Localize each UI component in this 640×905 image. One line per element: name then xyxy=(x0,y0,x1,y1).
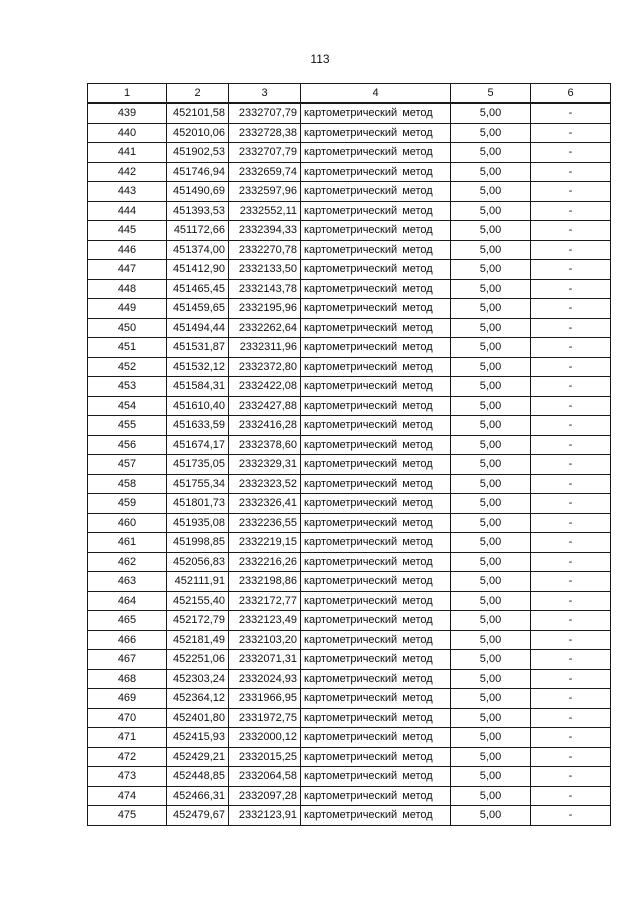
y-coordinate-cell: 2331966,95 xyxy=(229,689,301,709)
table-row xyxy=(88,572,611,592)
point-number-cell: 471 xyxy=(88,728,167,748)
point-number-cell: 456 xyxy=(88,435,167,455)
coordinates-table xyxy=(87,83,611,826)
note-cell: - xyxy=(531,221,611,241)
table-row xyxy=(88,240,611,260)
method-cell: картометрический метод xyxy=(301,474,451,494)
point-number-cell: 448 xyxy=(88,279,167,299)
page-number: 113 xyxy=(310,52,330,66)
y-coordinate-cell: 2332394,33 xyxy=(229,221,301,241)
accuracy-cell: 5,00 xyxy=(451,494,531,514)
accuracy-cell: 5,00 xyxy=(451,260,531,280)
x-coordinate-cell: 452101,58 xyxy=(167,103,229,123)
accuracy-cell: 5,00 xyxy=(451,455,531,475)
table-row xyxy=(88,299,611,319)
method-cell: картометрический метод xyxy=(301,435,451,455)
column-header-5: 5 xyxy=(451,84,531,104)
table-row xyxy=(88,513,611,533)
method-cell: картометрический метод xyxy=(301,221,451,241)
point-number-cell: 439 xyxy=(88,103,167,123)
x-coordinate-cell: 452466,31 xyxy=(167,786,229,806)
table-row xyxy=(88,103,611,123)
point-number-cell: 470 xyxy=(88,708,167,728)
method-cell: картометрический метод xyxy=(301,533,451,553)
point-number-cell: 442 xyxy=(88,162,167,182)
x-coordinate-cell: 452415,93 xyxy=(167,728,229,748)
table-row xyxy=(88,338,611,358)
accuracy-cell: 5,00 xyxy=(451,182,531,202)
method-cell: картометрический метод xyxy=(301,299,451,319)
point-number-cell: 469 xyxy=(88,689,167,709)
x-coordinate-cell: 452448,85 xyxy=(167,767,229,787)
note-cell: - xyxy=(531,435,611,455)
method-cell: картометрический метод xyxy=(301,338,451,358)
x-coordinate-cell: 452479,67 xyxy=(167,806,229,826)
x-coordinate-cell: 451801,73 xyxy=(167,494,229,514)
table-row xyxy=(88,182,611,202)
table-row xyxy=(88,474,611,494)
y-coordinate-cell: 2332597,96 xyxy=(229,182,301,202)
point-number-cell: 458 xyxy=(88,474,167,494)
table-body xyxy=(88,103,611,825)
table-row xyxy=(88,201,611,221)
x-coordinate-cell: 452364,12 xyxy=(167,689,229,709)
point-number-cell: 473 xyxy=(88,767,167,787)
y-coordinate-cell: 2332071,31 xyxy=(229,650,301,670)
point-number-cell: 449 xyxy=(88,299,167,319)
method-cell: картометрический метод xyxy=(301,494,451,514)
y-coordinate-cell: 2332172,77 xyxy=(229,591,301,611)
accuracy-cell: 5,00 xyxy=(451,728,531,748)
note-cell: - xyxy=(531,377,611,397)
table-row xyxy=(88,708,611,728)
note-cell: - xyxy=(531,182,611,202)
y-coordinate-cell: 2332707,79 xyxy=(229,143,301,163)
y-coordinate-cell: 2332064,58 xyxy=(229,767,301,787)
note-cell: - xyxy=(531,689,611,709)
table-row xyxy=(88,611,611,631)
x-coordinate-cell: 451633,59 xyxy=(167,416,229,436)
column-header-2: 2 xyxy=(167,84,229,104)
method-cell: картометрический метод xyxy=(301,162,451,182)
point-number-cell: 467 xyxy=(88,650,167,670)
x-coordinate-cell: 452303,24 xyxy=(167,669,229,689)
accuracy-cell: 5,00 xyxy=(451,689,531,709)
y-coordinate-cell: 2332552,11 xyxy=(229,201,301,221)
accuracy-cell: 5,00 xyxy=(451,299,531,319)
table-row xyxy=(88,221,611,241)
x-coordinate-cell: 451465,45 xyxy=(167,279,229,299)
point-number-cell: 452 xyxy=(88,357,167,377)
x-coordinate-cell: 451459,65 xyxy=(167,299,229,319)
method-cell: картометрический метод xyxy=(301,318,451,338)
method-cell: картометрический метод xyxy=(301,143,451,163)
accuracy-cell: 5,00 xyxy=(451,357,531,377)
method-cell: картометрический метод xyxy=(301,611,451,631)
table-header-row xyxy=(88,84,611,104)
accuracy-cell: 5,00 xyxy=(451,221,531,241)
method-cell: картометрический метод xyxy=(301,240,451,260)
y-coordinate-cell: 2332422,08 xyxy=(229,377,301,397)
accuracy-cell: 5,00 xyxy=(451,103,531,123)
y-coordinate-cell: 2332000,12 xyxy=(229,728,301,748)
accuracy-cell: 5,00 xyxy=(451,533,531,553)
y-coordinate-cell: 2332103,20 xyxy=(229,630,301,650)
note-cell: - xyxy=(531,143,611,163)
note-cell: - xyxy=(531,786,611,806)
point-number-cell: 472 xyxy=(88,747,167,767)
note-cell: - xyxy=(531,201,611,221)
method-cell: картометрический метод xyxy=(301,650,451,670)
note-cell: - xyxy=(531,650,611,670)
point-number-cell: 450 xyxy=(88,318,167,338)
accuracy-cell: 5,00 xyxy=(451,279,531,299)
note-cell: - xyxy=(531,747,611,767)
column-header-3: 3 xyxy=(229,84,301,104)
method-cell: картометрический метод xyxy=(301,513,451,533)
table-row xyxy=(88,396,611,416)
table-row xyxy=(88,689,611,709)
point-number-cell: 462 xyxy=(88,552,167,572)
y-coordinate-cell: 2332416,28 xyxy=(229,416,301,436)
y-coordinate-cell: 2332659,74 xyxy=(229,162,301,182)
table-row xyxy=(88,162,611,182)
point-number-cell: 459 xyxy=(88,494,167,514)
method-cell: картометрический метод xyxy=(301,182,451,202)
table-row xyxy=(88,591,611,611)
method-cell: картометрический метод xyxy=(301,357,451,377)
x-coordinate-cell: 451998,85 xyxy=(167,533,229,553)
point-number-cell: 446 xyxy=(88,240,167,260)
method-cell: картометрический метод xyxy=(301,806,451,826)
note-cell: - xyxy=(531,162,611,182)
method-cell: картометрический метод xyxy=(301,416,451,436)
y-coordinate-cell: 2332024,93 xyxy=(229,669,301,689)
table-row xyxy=(88,669,611,689)
y-coordinate-cell: 2332123,49 xyxy=(229,611,301,631)
table-row xyxy=(88,533,611,553)
y-coordinate-cell: 2332195,96 xyxy=(229,299,301,319)
point-number-cell: 463 xyxy=(88,572,167,592)
point-number-cell: 455 xyxy=(88,416,167,436)
point-number-cell: 460 xyxy=(88,513,167,533)
point-number-cell: 466 xyxy=(88,630,167,650)
y-coordinate-cell: 2332015,25 xyxy=(229,747,301,767)
accuracy-cell: 5,00 xyxy=(451,338,531,358)
point-number-cell: 445 xyxy=(88,221,167,241)
table-row xyxy=(88,357,611,377)
x-coordinate-cell: 451494,44 xyxy=(167,318,229,338)
method-cell: картометрический метод xyxy=(301,728,451,748)
accuracy-cell: 5,00 xyxy=(451,143,531,163)
note-cell: - xyxy=(531,357,611,377)
note-cell: - xyxy=(531,669,611,689)
note-cell: - xyxy=(531,338,611,358)
point-number-cell: 451 xyxy=(88,338,167,358)
point-number-cell: 465 xyxy=(88,611,167,631)
column-header-4: 4 xyxy=(301,84,451,104)
accuracy-cell: 5,00 xyxy=(451,747,531,767)
note-cell: - xyxy=(531,318,611,338)
accuracy-cell: 5,00 xyxy=(451,396,531,416)
table-row xyxy=(88,279,611,299)
method-cell: картометрический метод xyxy=(301,103,451,123)
x-coordinate-cell: 451902,53 xyxy=(167,143,229,163)
x-coordinate-cell: 451532,12 xyxy=(167,357,229,377)
method-cell: картометрический метод xyxy=(301,572,451,592)
method-cell: картометрический метод xyxy=(301,377,451,397)
table-row xyxy=(88,650,611,670)
table-row xyxy=(88,630,611,650)
y-coordinate-cell: 2332270,78 xyxy=(229,240,301,260)
note-cell: - xyxy=(531,728,611,748)
x-coordinate-cell: 451610,40 xyxy=(167,396,229,416)
note-cell: - xyxy=(531,416,611,436)
table-row xyxy=(88,728,611,748)
note-cell: - xyxy=(531,455,611,475)
y-coordinate-cell: 2332427,88 xyxy=(229,396,301,416)
y-coordinate-cell: 2332133,50 xyxy=(229,260,301,280)
method-cell: картометрический метод xyxy=(301,396,451,416)
note-cell: - xyxy=(531,572,611,592)
table-row xyxy=(88,143,611,163)
point-number-cell: 457 xyxy=(88,455,167,475)
table-row xyxy=(88,455,611,475)
y-coordinate-cell: 2332323,52 xyxy=(229,474,301,494)
y-coordinate-cell: 2332198,86 xyxy=(229,572,301,592)
x-coordinate-cell: 452111,91 xyxy=(167,572,229,592)
note-cell: - xyxy=(531,630,611,650)
table-row xyxy=(88,260,611,280)
note-cell: - xyxy=(531,767,611,787)
x-coordinate-cell: 452010,06 xyxy=(167,123,229,143)
x-coordinate-cell: 452401,80 xyxy=(167,708,229,728)
x-coordinate-cell: 451735,05 xyxy=(167,455,229,475)
table-row xyxy=(88,123,611,143)
accuracy-cell: 5,00 xyxy=(451,552,531,572)
y-coordinate-cell: 2332236,55 xyxy=(229,513,301,533)
y-coordinate-cell: 2332097,28 xyxy=(229,786,301,806)
method-cell: картометрический метод xyxy=(301,689,451,709)
y-coordinate-cell: 2332378,60 xyxy=(229,435,301,455)
accuracy-cell: 5,00 xyxy=(451,650,531,670)
accuracy-cell: 5,00 xyxy=(451,123,531,143)
note-cell: - xyxy=(531,708,611,728)
table-row xyxy=(88,494,611,514)
method-cell: картометрический метод xyxy=(301,747,451,767)
accuracy-cell: 5,00 xyxy=(451,806,531,826)
method-cell: картометрический метод xyxy=(301,630,451,650)
point-number-cell: 440 xyxy=(88,123,167,143)
x-coordinate-cell: 451490,69 xyxy=(167,182,229,202)
x-coordinate-cell: 452429,21 xyxy=(167,747,229,767)
method-cell: картометрический метод xyxy=(301,552,451,572)
note-cell: - xyxy=(531,103,611,123)
x-coordinate-cell: 451412,90 xyxy=(167,260,229,280)
method-cell: картометрический метод xyxy=(301,123,451,143)
y-coordinate-cell: 2332219,15 xyxy=(229,533,301,553)
point-number-cell: 461 xyxy=(88,533,167,553)
accuracy-cell: 5,00 xyxy=(451,377,531,397)
point-number-cell: 443 xyxy=(88,182,167,202)
table-row xyxy=(88,318,611,338)
point-number-cell: 447 xyxy=(88,260,167,280)
note-cell: - xyxy=(531,279,611,299)
x-coordinate-cell: 451755,34 xyxy=(167,474,229,494)
note-cell: - xyxy=(531,533,611,553)
x-coordinate-cell: 451393,53 xyxy=(167,201,229,221)
note-cell: - xyxy=(531,474,611,494)
table-row xyxy=(88,377,611,397)
y-coordinate-cell: 2331972,75 xyxy=(229,708,301,728)
note-cell: - xyxy=(531,260,611,280)
point-number-cell: 474 xyxy=(88,786,167,806)
point-number-cell: 454 xyxy=(88,396,167,416)
accuracy-cell: 5,00 xyxy=(451,162,531,182)
note-cell: - xyxy=(531,299,611,319)
x-coordinate-cell: 451374,00 xyxy=(167,240,229,260)
table-row xyxy=(88,806,611,826)
table-row xyxy=(88,747,611,767)
note-cell: - xyxy=(531,123,611,143)
accuracy-cell: 5,00 xyxy=(451,416,531,436)
x-coordinate-cell: 451584,31 xyxy=(167,377,229,397)
y-coordinate-cell: 2332262,64 xyxy=(229,318,301,338)
y-coordinate-cell: 2332326,41 xyxy=(229,494,301,514)
x-coordinate-cell: 452155,40 xyxy=(167,591,229,611)
method-cell: картометрический метод xyxy=(301,669,451,689)
method-cell: картометрический метод xyxy=(301,767,451,787)
column-header-6: 6 xyxy=(531,84,611,104)
y-coordinate-cell: 2332707,79 xyxy=(229,103,301,123)
accuracy-cell: 5,00 xyxy=(451,513,531,533)
table-row xyxy=(88,767,611,787)
accuracy-cell: 5,00 xyxy=(451,630,531,650)
method-cell: картометрический метод xyxy=(301,279,451,299)
accuracy-cell: 5,00 xyxy=(451,240,531,260)
table-row xyxy=(88,552,611,572)
accuracy-cell: 5,00 xyxy=(451,708,531,728)
note-cell: - xyxy=(531,494,611,514)
accuracy-cell: 5,00 xyxy=(451,669,531,689)
accuracy-cell: 5,00 xyxy=(451,591,531,611)
table-row xyxy=(88,786,611,806)
y-coordinate-cell: 2332123,91 xyxy=(229,806,301,826)
accuracy-cell: 5,00 xyxy=(451,201,531,221)
point-number-cell: 441 xyxy=(88,143,167,163)
accuracy-cell: 5,00 xyxy=(451,767,531,787)
accuracy-cell: 5,00 xyxy=(451,786,531,806)
y-coordinate-cell: 2332311,96 xyxy=(229,338,301,358)
note-cell: - xyxy=(531,611,611,631)
accuracy-cell: 5,00 xyxy=(451,474,531,494)
y-coordinate-cell: 2332372,80 xyxy=(229,357,301,377)
note-cell: - xyxy=(531,591,611,611)
x-coordinate-cell: 451531,87 xyxy=(167,338,229,358)
column-header-1: 1 xyxy=(88,84,167,104)
point-number-cell: 444 xyxy=(88,201,167,221)
note-cell: - xyxy=(531,552,611,572)
method-cell: картометрический метод xyxy=(301,708,451,728)
accuracy-cell: 5,00 xyxy=(451,435,531,455)
x-coordinate-cell: 452181,49 xyxy=(167,630,229,650)
note-cell: - xyxy=(531,513,611,533)
x-coordinate-cell: 451935,08 xyxy=(167,513,229,533)
point-number-cell: 453 xyxy=(88,377,167,397)
method-cell: картометрический метод xyxy=(301,786,451,806)
y-coordinate-cell: 2332728,38 xyxy=(229,123,301,143)
table-row xyxy=(88,435,611,455)
note-cell: - xyxy=(531,396,611,416)
y-coordinate-cell: 2332329,31 xyxy=(229,455,301,475)
y-coordinate-cell: 2332143,78 xyxy=(229,279,301,299)
point-number-cell: 464 xyxy=(88,591,167,611)
accuracy-cell: 5,00 xyxy=(451,611,531,631)
y-coordinate-cell: 2332216,26 xyxy=(229,552,301,572)
method-cell: картометрический метод xyxy=(301,591,451,611)
note-cell: - xyxy=(531,806,611,826)
x-coordinate-cell: 451674,17 xyxy=(167,435,229,455)
method-cell: картометрический метод xyxy=(301,201,451,221)
point-number-cell: 468 xyxy=(88,669,167,689)
x-coordinate-cell: 452172,79 xyxy=(167,611,229,631)
note-cell: - xyxy=(531,240,611,260)
point-number-cell: 475 xyxy=(88,806,167,826)
accuracy-cell: 5,00 xyxy=(451,318,531,338)
table-row xyxy=(88,416,611,436)
x-coordinate-cell: 452251,06 xyxy=(167,650,229,670)
x-coordinate-cell: 451172,66 xyxy=(167,221,229,241)
x-coordinate-cell: 452056,83 xyxy=(167,552,229,572)
method-cell: картометрический метод xyxy=(301,260,451,280)
accuracy-cell: 5,00 xyxy=(451,572,531,592)
x-coordinate-cell: 451746,94 xyxy=(167,162,229,182)
method-cell: картометрический метод xyxy=(301,455,451,475)
